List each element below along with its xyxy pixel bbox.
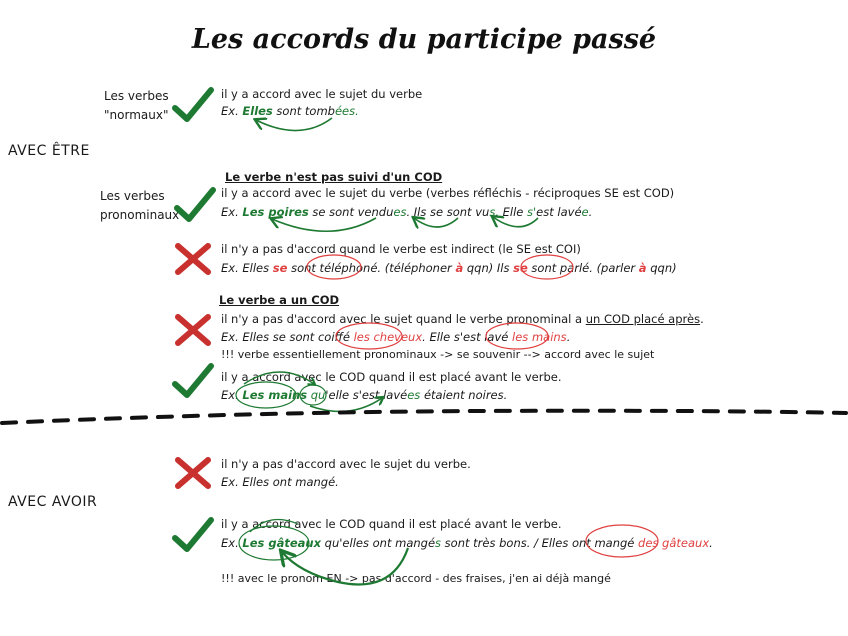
example-pronominaux-3: [221, 330, 570, 344]
ex-cod: Les gâteaux: [242, 536, 322, 550]
ex-text: sont parlé. (parler: [527, 261, 639, 275]
ex-text: . Elle s'est lavé: [422, 330, 513, 344]
ex-text: . Ils se sont vu: [406, 205, 490, 219]
example-avoir-2: [221, 536, 713, 550]
example-pronominaux-1: [221, 205, 592, 219]
section-divider: [2, 411, 846, 423]
ex-preposition: à: [638, 261, 647, 275]
check-icon: [172, 362, 214, 402]
ex-agreement: s: [435, 536, 442, 550]
arrow-icon: [414, 218, 458, 227]
subtitle-no-cod: Le verbe n'est pas suivi d'un COD: [225, 170, 443, 184]
cross-icon: [174, 456, 212, 490]
ex-prefix: Ex.: [221, 388, 243, 402]
example-pronominaux-4: [221, 388, 507, 402]
ex-text: .: [709, 536, 713, 550]
ex-text: se sont vendu: [308, 205, 394, 219]
ex-agreement: e: [581, 205, 589, 219]
ex-text: . Elle: [495, 205, 528, 219]
rule-avoir-1: il n'y a pas d'accord avec le sujet du verbe.: [221, 457, 471, 471]
rule-text: il n'y a pas d'accord avec le sujet quand le verbe pronominal a: [221, 312, 586, 326]
ex-cod-after: des gâteaux: [638, 536, 710, 550]
ex-subject: Les poires: [242, 205, 309, 219]
ex-se: se: [272, 261, 288, 275]
ex-text: 'elle s'est lavé: [325, 388, 408, 402]
rule-pronominaux-4: il y a accord avec le COD quand il est placé avant le verbe.: [221, 370, 562, 384]
arrow-icon: [256, 118, 332, 131]
rule-pronominaux-3: [221, 312, 704, 326]
example-avoir-1: Ex. Elles ont mangé.: [221, 475, 339, 489]
subtitle-cod: Le verbe a un COD: [219, 293, 340, 307]
section-avec-avoir: AVEC AVOIR: [8, 494, 98, 510]
label-line: Les verbes: [104, 89, 169, 103]
rule-normaux: il y a accord avec le sujet du verbe: [221, 87, 423, 101]
ex-text: Ex. Elles se sont coiffé: [221, 330, 354, 344]
ex-agreement: es: [393, 205, 407, 219]
example-normaux: [221, 104, 359, 118]
ex-text: est lavé: [536, 205, 582, 219]
rule-pronominaux-2: il n'y a pas d'accord quand le verbe est indirect (le SE est COI): [221, 242, 581, 256]
cross-icon: [174, 242, 212, 276]
ex-text: sont très bons. / Elles ont mangé: [441, 536, 639, 550]
rule-text: .: [700, 312, 704, 326]
ex-prefix: Ex.: [221, 104, 243, 118]
ex-text: .: [566, 330, 571, 344]
cross-icon: [174, 313, 212, 347]
label-line: pronominaux: [100, 208, 180, 222]
check-icon: [172, 86, 214, 126]
ex-prefix: Ex.: [221, 205, 243, 219]
ex-se: se: [513, 261, 528, 275]
ex-agreement: ées.: [334, 104, 359, 118]
example-pronominaux-2: [221, 261, 677, 275]
check-icon: [174, 186, 216, 226]
ex-agreement: s: [489, 205, 496, 219]
ex-text: .: [588, 205, 593, 219]
ex-prefix: Ex. Elles: [221, 261, 273, 275]
ex-text: qu'elles ont mangé: [321, 536, 436, 550]
ex-text: étaient noires.: [420, 388, 508, 402]
ex-text: qqn) Ils: [463, 261, 514, 275]
section-avec-etre: AVEC ÊTRE: [8, 143, 90, 159]
rule-pronominaux-1: il y a accord avec le sujet du verbe (verbes réfléchis - réciproques SE est COD): [221, 186, 675, 200]
check-icon: [172, 516, 214, 556]
note-pronom-en: !!! avec le pronom EN -> pas d'accord - des fraises, j'en ai déjà mangé: [221, 572, 611, 585]
ex-text: qqn): [646, 261, 677, 275]
page-title: Les accords du participe passé: [191, 24, 657, 55]
label-line: Les verbes: [100, 189, 165, 203]
ex-verb: sont tomb: [272, 104, 335, 118]
ex-cod: les cheveux: [353, 330, 423, 344]
ex-subject: Elles: [242, 104, 273, 118]
rule-avoir-2: il y a accord avec le COD quand il est placé avant le verbe.: [221, 517, 562, 531]
ex-prefix: Ex.: [221, 536, 243, 550]
note-essentiellement-pronominaux: !!! verbe essentiellement pronominaux -> se souvenir --> accord avec le sujet: [221, 348, 655, 361]
ex-text: sont téléphoné. (téléphoner: [287, 261, 456, 275]
label-verbes-pronominaux: [100, 187, 179, 225]
label-verbes-normaux: [104, 87, 169, 125]
ex-pronoun: s': [527, 205, 537, 219]
ex-cod: les mains: [512, 330, 567, 344]
rule-underlined: un COD placé après: [585, 312, 701, 326]
arrow-icon: [272, 218, 376, 231]
ex-relative: qu: [307, 388, 326, 402]
label-line: "normaux": [104, 108, 169, 122]
ex-cod: Les mains: [242, 388, 308, 402]
ex-preposition: à: [455, 261, 464, 275]
ex-agreement: es: [407, 388, 421, 402]
